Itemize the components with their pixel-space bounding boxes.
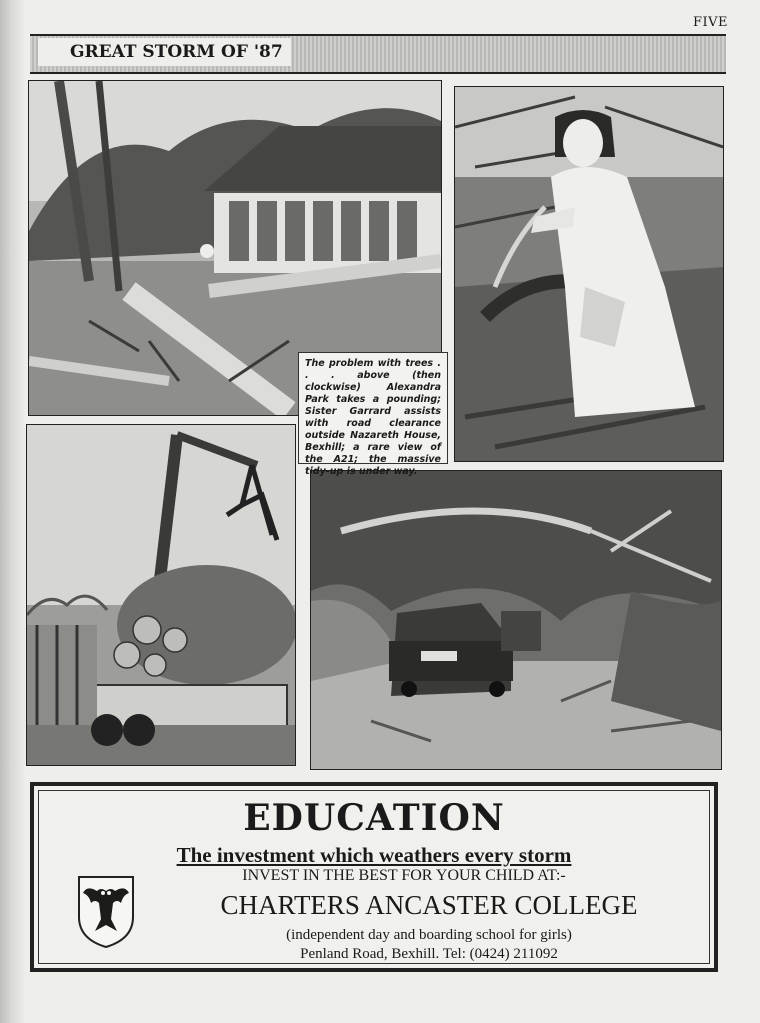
photo-road-clearance	[310, 470, 722, 770]
advert-subtitle: The investment which weathers every storm	[176, 843, 572, 867]
page-gutter-shadow	[0, 0, 26, 1023]
section-title: GREAT STORM OF '87	[38, 38, 291, 66]
photo-caption: The problem with trees . . . above (then clockwise) Alexandra Park takes a pounding; Sister Garrard assists with road clearance outside Nazareth House, Bexhill; a rare view of the A21; the massive tidy-up is under way.	[298, 352, 448, 464]
advert-invest-line: INVEST IN THE BEST FOR YOUR CHILD AT:-	[242, 867, 566, 884]
photo-sister-garrard	[454, 86, 724, 462]
college-description: (independent day and boarding school for girls)	[286, 927, 572, 943]
college-name: CHARTERS ANCASTER COLLEGE	[220, 890, 638, 920]
eagle-crest-icon	[75, 873, 137, 949]
education-advert	[30, 782, 718, 972]
advert-title: EDUCATION	[243, 797, 505, 839]
section-header-bar	[30, 34, 726, 74]
photo-a21-tidy-up	[26, 424, 296, 766]
advert-inner-border	[38, 790, 710, 964]
college-address: Penland Road, Bexhill. Tel: (0424) 211092	[300, 946, 558, 962]
page-number: FIVE	[692, 15, 728, 30]
